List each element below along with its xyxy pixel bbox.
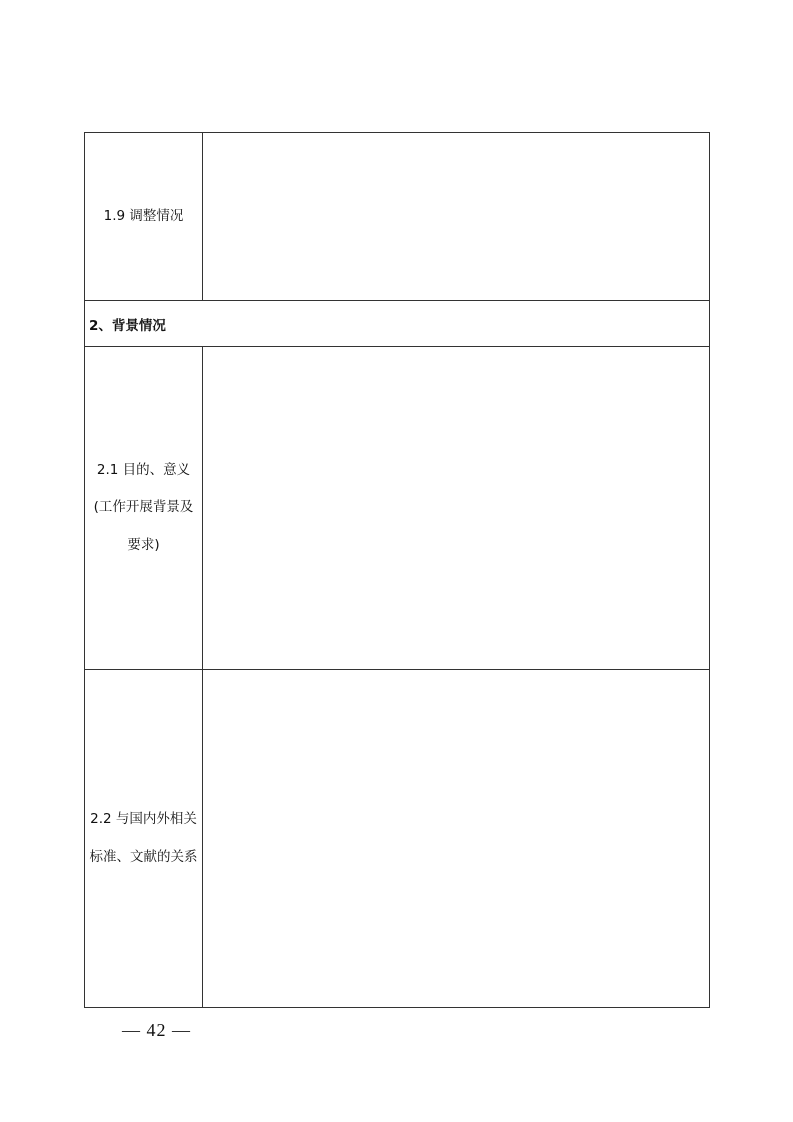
row-label-adjustment (85, 133, 203, 301)
table-row (85, 133, 710, 301)
purpose-content-field[interactable] (203, 347, 710, 670)
report-form-table (84, 132, 710, 1008)
row-label-line: (工作开展背景及 (93, 499, 194, 516)
adjustment-content-field[interactable] (203, 133, 710, 301)
relation-content-field[interactable] (203, 670, 710, 1008)
table-row (85, 347, 710, 670)
row-label-line: 2.2 与国内外相关 (90, 811, 197, 827)
row-label-text: 1.9 调整情况 (103, 207, 184, 224)
row-label-line: 标准、文献的关系 (89, 848, 198, 865)
row-label-purpose (85, 347, 203, 670)
row-label-line: 2.1 目的、意义 (96, 461, 191, 478)
row-label-line: 要求) (127, 536, 160, 553)
section-header-row (85, 301, 710, 347)
row-label-relation (85, 670, 203, 1008)
section-title: 2、背景情况 (85, 301, 710, 347)
page-number: — 42 — (122, 1020, 191, 1040)
table-row (85, 670, 710, 1008)
